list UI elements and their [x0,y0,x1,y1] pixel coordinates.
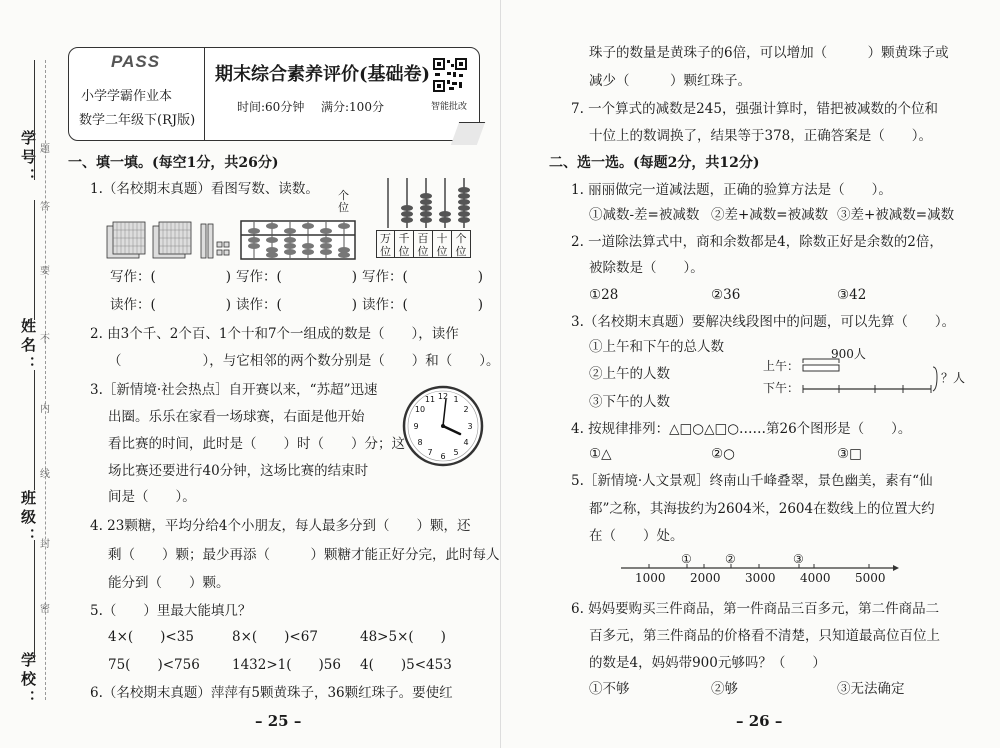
right-page [500,0,1000,748]
nl-tick-label: 2000 [690,571,721,585]
seal-char: 线 [40,469,50,480]
place-label: 万位 [376,230,395,258]
choice-3-option-1[interactable]: ①上午和下午的总人数 [589,339,724,355]
q5-item: 4×( )<35 [108,629,194,645]
nl-tick-label: 3000 [745,571,776,585]
read-blank-3[interactable]: 读作：( ) [362,297,484,313]
subject-grade: 数学二年级下(RJ版) [79,113,196,128]
choice-4-option-2[interactable]: ②○ [711,446,735,462]
choice-5-line-3: 在（ ）处。 [589,528,684,544]
choice-2-line-2: 被除数是（ ）。 [589,260,704,276]
choice-5-line-2: 都”之称，其海拔约为2604米，2604在数线上的位置大约 [589,501,935,517]
place-value-chart [376,230,471,258]
question-2-line-2: （ ），与它相邻的两个数分别是（ ）和（ ）。 [108,353,500,369]
q5-item: 1432>1( )56 [232,657,341,673]
question-6-line-1: 6.（名校期末真题）萍萍有5颗黄珠子，36颗红珠子。要使红 [90,685,453,701]
choice-1-option-2[interactable]: ②差+减数=被减数 [711,207,829,223]
question-3-line-3: 看比赛的时间，此时是（ ）时（ ）分；这 [108,436,405,452]
gutter-class: 班级： [19,490,37,547]
segment-label-900: 900人 [831,347,866,361]
clock-icon [402,385,484,471]
question-4-line-3: 能分到（ ）颗。 [108,575,230,591]
gutter-blank-line [34,370,35,490]
svg-text:12: 12 [437,392,449,401]
svg-text:9: 9 [413,422,419,431]
gutter-blank-line [34,200,35,320]
read-blank-2[interactable]: 读作：( ) [236,297,358,313]
segment-question-label: ？人 [941,371,966,385]
choice-3-option-3[interactable]: ③下午的人数 [589,394,670,410]
choice-4-option-1[interactable]: ①△ [589,446,612,462]
q5-item: 75( )<756 [108,657,200,673]
page-number: – 25 – [255,712,302,730]
place-label: 个位 [452,230,471,258]
question-5: 5.（ ）里最大能填几？ [90,603,252,619]
q5-item: 8×( )<67 [232,629,318,645]
seal-char: 封 [40,539,50,550]
gutter-school: 学校： [19,652,37,709]
write-blank-1[interactable]: 写作：( ) [110,269,232,285]
page-number: – 26 – [736,712,783,730]
page-curl [451,122,485,145]
q5-item: 48>5×( ) [360,629,446,645]
choice-6-option-1[interactable]: ①不够 [589,681,630,697]
choice-4: 4. 按规律排列：△□○△□○……第26个图形是（ ）。 [571,421,912,437]
nl-mark: ③ [793,552,804,566]
segment-pm-label: 下午： [763,381,800,395]
choice-3: 3.（名校期末真题）要解决线段图中的问题，可以先算（ ）。 [571,314,956,330]
seal-char: 不 [40,334,50,345]
place-label: 百位 [414,230,433,258]
choice-6-option-3[interactable]: ③无法确定 [837,681,905,697]
choice-3-option-2[interactable]: ②上午的人数 [589,366,670,382]
svg-text:7: 7 [427,448,433,457]
choice-1: 1. 丽丽做完一道减法题，正确的验算方法是（ ）。 [571,182,892,198]
question-3-line-1: 3.［新情境·社会热点］自开赛以来，“苏超”迅速 [90,382,378,398]
choice-2-option-2[interactable]: ②36 [711,287,741,303]
choice-5-line-1: 5.［新情境·人文景观］终南山千峰叠翠，景色幽美，素有“仙 [571,473,933,489]
segment-am-label: 上午： [763,359,800,373]
choice-6-line-3: 的数是4，妈妈带900元够吗？（ ） [589,655,826,671]
choice-2-line-1: 2. 一道除法算式中，商和余数都是4，除数正好是余数的2倍， [571,234,943,250]
exam-time: 时间:60分钟 [237,100,305,114]
choice-2-option-1[interactable]: ①28 [589,287,619,303]
question-4-line-2: 剩（ ）颗；最少再添（ ）颗糖才能正好分完，此时每人 [108,547,500,563]
choice-1-option-1[interactable]: ①减数-差=被减数 [589,207,700,223]
choice-6-option-2[interactable]: ②够 [711,681,738,697]
question-1: 1.（名校期末真题）看图写数、读数。 [90,181,319,197]
svg-text:11: 11 [424,395,436,404]
pass-logo: PASS [111,52,161,71]
choice-1-option-3[interactable]: ③差+被减数=减数 [837,207,955,223]
nl-tick-label: 4000 [800,571,831,585]
qr-code-icon [433,58,467,92]
base-ten-blocks [105,220,235,264]
number-line [619,550,899,586]
exam-title: 期末综合素养评价(基础卷) [215,64,431,85]
question-3-line-5: 间是（ ）。 [108,489,196,505]
write-blank-3[interactable]: 写作：( ) [362,269,484,285]
question-6-line-3: 减少（ ）颗红珠子。 [589,73,751,89]
choice-6-line-2: 百多元，第三件商品的价格看不清楚，只知道最高位百位上 [589,628,940,644]
svg-text:8: 8 [417,438,423,447]
read-blank-1[interactable]: 读作：( ) [110,297,232,313]
svg-text:4: 4 [463,438,469,447]
svg-text:10: 10 [414,405,426,414]
gutter-blank-line [34,540,35,660]
seal-char: 要 [40,266,50,277]
seal-char: 内 [40,404,50,415]
series-name: 小学学霸作业本 [81,89,173,104]
gutter-blank-line [34,60,35,180]
question-3-line-2: 出圈。乐乐在家看一场球赛，右面是他开始 [108,409,365,425]
exam-score: 满分:100分 [321,100,384,114]
qr-caption: 智能批改 [431,102,468,112]
q5-item: 4( )5<453 [360,657,452,673]
nl-tick-label: 1000 [635,571,666,585]
ones-place-label: 个 位 [338,189,349,214]
svg-text:6: 6 [440,452,446,461]
nl-tick-label: 5000 [855,571,886,585]
header-box [68,47,480,141]
section-1-title: 一、填一填。(每空1分，共26分) [68,155,279,171]
nl-mark: ② [725,552,736,566]
question-3-line-4: 场比赛还要进行40分钟，这场比赛的结束时 [108,463,369,479]
place-label: 千位 [395,230,414,258]
nl-mark: ① [681,552,692,566]
choice-4-option-3[interactable]: ③□ [837,446,862,462]
gutter-student-id: 学号： [19,130,37,187]
header-divider [204,48,205,140]
abacus-frame [240,220,356,264]
question-2-line-1: 2. 由3个千、2个百、1个十和7个一组成的数是（ ），读作 [90,326,459,342]
question-7-line-1: 7. 一个算式的减数是245，强强计算时，错把被减数的个位和 [571,101,938,117]
question-4-line-1: 4. 23颗糖，平均分给4个小朋友，每人最多分到（ ）颗，还 [90,518,471,534]
seal-char: 题 [40,144,50,155]
counting-rods [378,176,474,234]
svg-text:2: 2 [463,405,469,414]
choice-6-line-1: 6. 妈妈要购买三件商品，第一件商品三百多元，第二件商品二 [571,601,940,617]
choice-2-option-3[interactable]: ③42 [837,287,867,303]
question-7-line-2: 十位上的数调换了，结果等于378，正确答案是（ ）。 [589,128,933,144]
write-blank-2[interactable]: 写作：( ) [236,269,358,285]
section-2-title: 二、选一选。(每题2分，共12分) [549,155,760,171]
seal-char: 密 [40,604,50,615]
place-label: 十位 [433,230,452,258]
svg-text:1: 1 [453,395,459,404]
svg-text:5: 5 [453,448,459,457]
question-6-line-2: 珠子的数量是黄珠子的6倍，可以增加（ ）颗黄珠子或 [589,45,949,61]
svg-text:3: 3 [467,422,473,431]
gutter-name: 姓名： [19,318,37,375]
seal-char: 答 [40,202,50,213]
segment-diagram [763,345,973,395]
